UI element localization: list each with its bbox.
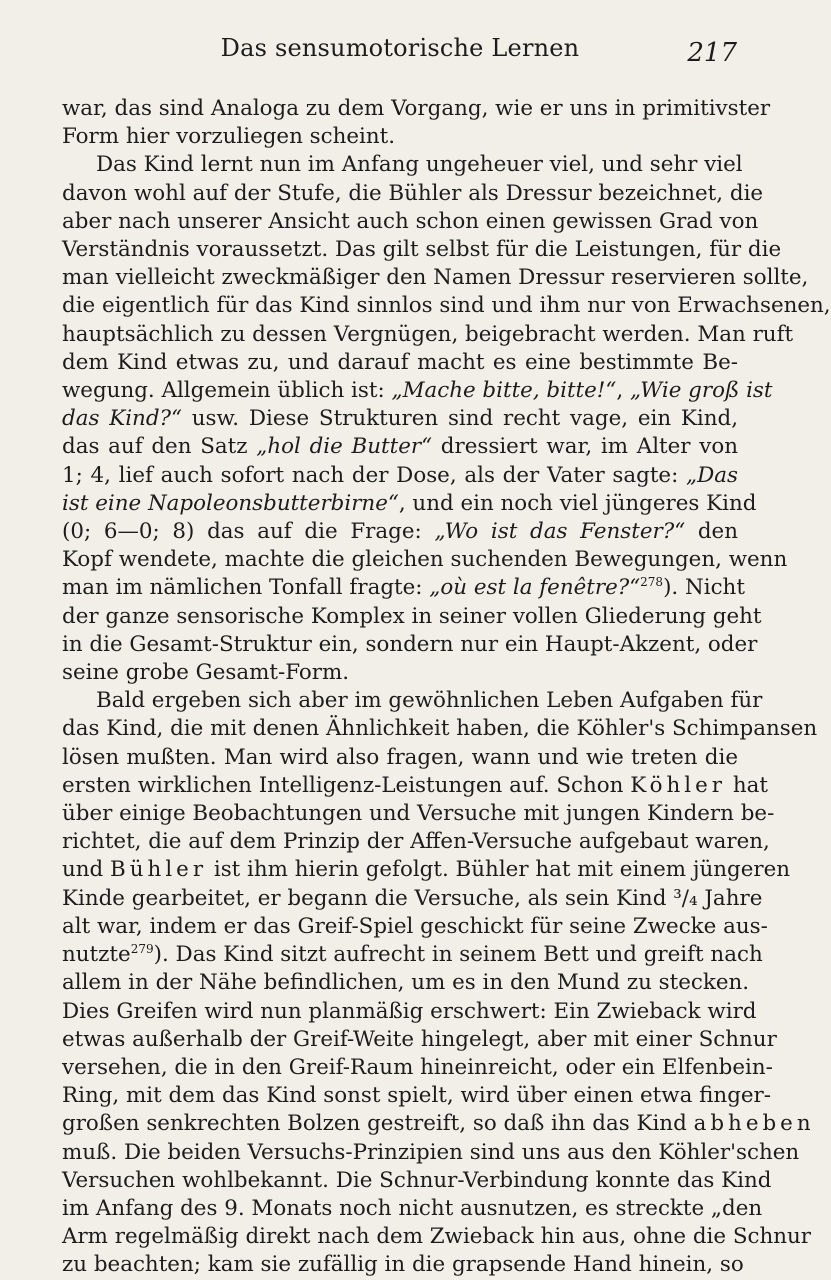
text-line: im Anfang des 9. Monats noch nicht ausnutzen, es streckte „den	[62, 1195, 763, 1221]
text-line: ist eine Napoleonsbutterbirne“, und ein noch viel jüngeres Kind	[62, 490, 757, 516]
text-line: hauptsächlich zu dessen Vergnügen, beigebracht werden. Man ruft	[62, 321, 794, 347]
text-line: man im nämlichen Tonfall fragte: „où est la fenêtre?“$^{278}$). Nicht	[62, 575, 745, 601]
text-line: aber nach unserer Ansicht auch schon einen gewissen Grad von	[62, 208, 759, 234]
text-line: die eigentlich für das Kind sinnlos sind und ihm nur von Erwachsenen,	[62, 293, 831, 319]
footnote-marker: 279	[130, 942, 154, 957]
text-line: ersten wirklichen Intelligenz-Leistungen auf. Schon Köhler hat	[62, 772, 768, 798]
text-line: Versuchen wohlbekannt. Die Schnur-Verbindung konnte das Kind	[62, 1167, 772, 1193]
text-line: Form hier vorzuliegen scheint.	[62, 124, 396, 150]
text-line: Ring, mit dem das Kind sonst spielt, wird über einen etwa finger-	[62, 1083, 771, 1109]
text-line: (0; 6—0; 8) das auf die Frage: „Wo ist das Fenster?“ den	[62, 519, 738, 545]
text-line: dem Kind etwas zu, und darauf macht es eine bestimmte Be-	[62, 349, 738, 375]
text-line: man vielleicht zweckmäßiger den Namen Dressur reservieren sollte,	[62, 265, 809, 291]
text-line: Arm regelmäßig direkt nach dem Zwieback hin aus, ohne die Schnur	[62, 1224, 812, 1250]
text-line: war, das sind Analoga zu dem Vorgang, wie er uns in primitivster	[62, 96, 771, 121]
text-line: lösen mußten. Man wird also fragen, wann und wie treten die	[62, 744, 738, 770]
text-line: nutzte$^{279}$). Das Kind sitzt aufrecht in seinem Bett und greift nach	[62, 942, 763, 968]
body-text	[62, 95, 831, 1280]
text-line: in die Gesamt-Struktur ein, sondern nur ein Haupt-Akzent, oder	[62, 631, 758, 657]
text-line: muß. Die beiden Versuchs-Prinzipien sind uns aus den Köhler'schen	[62, 1139, 800, 1165]
running-title: Das sensumotorische Lernen	[220, 34, 580, 62]
page-header	[0, 30, 800, 70]
text-line: das Kind?“ usw. Diese Strukturen sind recht vage, ein Kind,	[62, 406, 738, 432]
text-line: zu beachten; kam sie zufällig in die grapsende Hand hinein, so	[62, 1252, 744, 1278]
text-line: Kinde gearbeitet, er begann die Versuche, als sein Kind ³/₄ Jahre	[62, 885, 763, 911]
text-line: Kopf wendete, machte die gleichen suchenden Bewegungen, wenn	[62, 547, 788, 573]
text-line: großen senkrechten Bolzen gestreift, so daß ihn das Kind abheben	[62, 1111, 815, 1137]
footnote-marker: 278	[640, 575, 664, 590]
text-line: seine grobe Gesamt-Form.	[62, 660, 350, 686]
text-line: Dies Greifen wird nun planmäßig erschwert: Ein Zwieback wird	[62, 998, 757, 1024]
page-number: 217	[687, 38, 737, 68]
text-line: alt war, indem er das Greif-Spiel geschickt für seine Zwecke aus-	[62, 913, 768, 939]
text-line: Bald ergeben sich aber im gewöhnlichen Leben Aufgaben für	[96, 688, 763, 714]
text-line: etwas außerhalb der Greif-Weite hingelegt, aber mit einer Schnur	[62, 1026, 777, 1052]
text-line: 1; 4, lief auch sofort nach der Dose, als der Vater sagte: „Das	[62, 462, 738, 488]
text-line: wegung. Allgemein üblich ist: „Mache bitte, bitte!“, „Wie groß ist	[62, 378, 773, 404]
text-line: Das Kind lernt nun im Anfang ungeheuer viel, und sehr viel	[96, 152, 743, 178]
text-line: und Bühler ist ihm hierin gefolgt. Bühler hat mit einem jüngeren	[62, 857, 791, 883]
text-line: über einige Beobachtungen und Versuche mit jungen Kindern be-	[62, 801, 775, 827]
text-line: das Kind, die mit denen Ähnlichkeit haben, die Köhler's Schimpansen	[62, 716, 818, 742]
text-line: davon wohl auf der Stufe, die Bühler als Dressur bezeichnet, die	[62, 180, 764, 206]
text-line: das auf den Satz „hol die Butter“ dressiert war, im Alter von	[62, 434, 738, 460]
text-line: allem in der Nähe befindlichen, um es in den Mund zu stecken.	[62, 970, 750, 996]
text-line: richtet, die auf dem Prinzip der Affen-Versuche aufgebaut waren,	[62, 829, 770, 855]
text-line: Verständnis voraussetzt. Das gilt selbst für die Leistungen, für die	[62, 237, 782, 263]
text-line: der ganze sensorische Komplex in seiner vollen Gliederung geht	[62, 603, 762, 629]
text-line: versehen, die in den Greif-Raum hineinreicht, oder ein Elfenbein-	[62, 1054, 773, 1080]
